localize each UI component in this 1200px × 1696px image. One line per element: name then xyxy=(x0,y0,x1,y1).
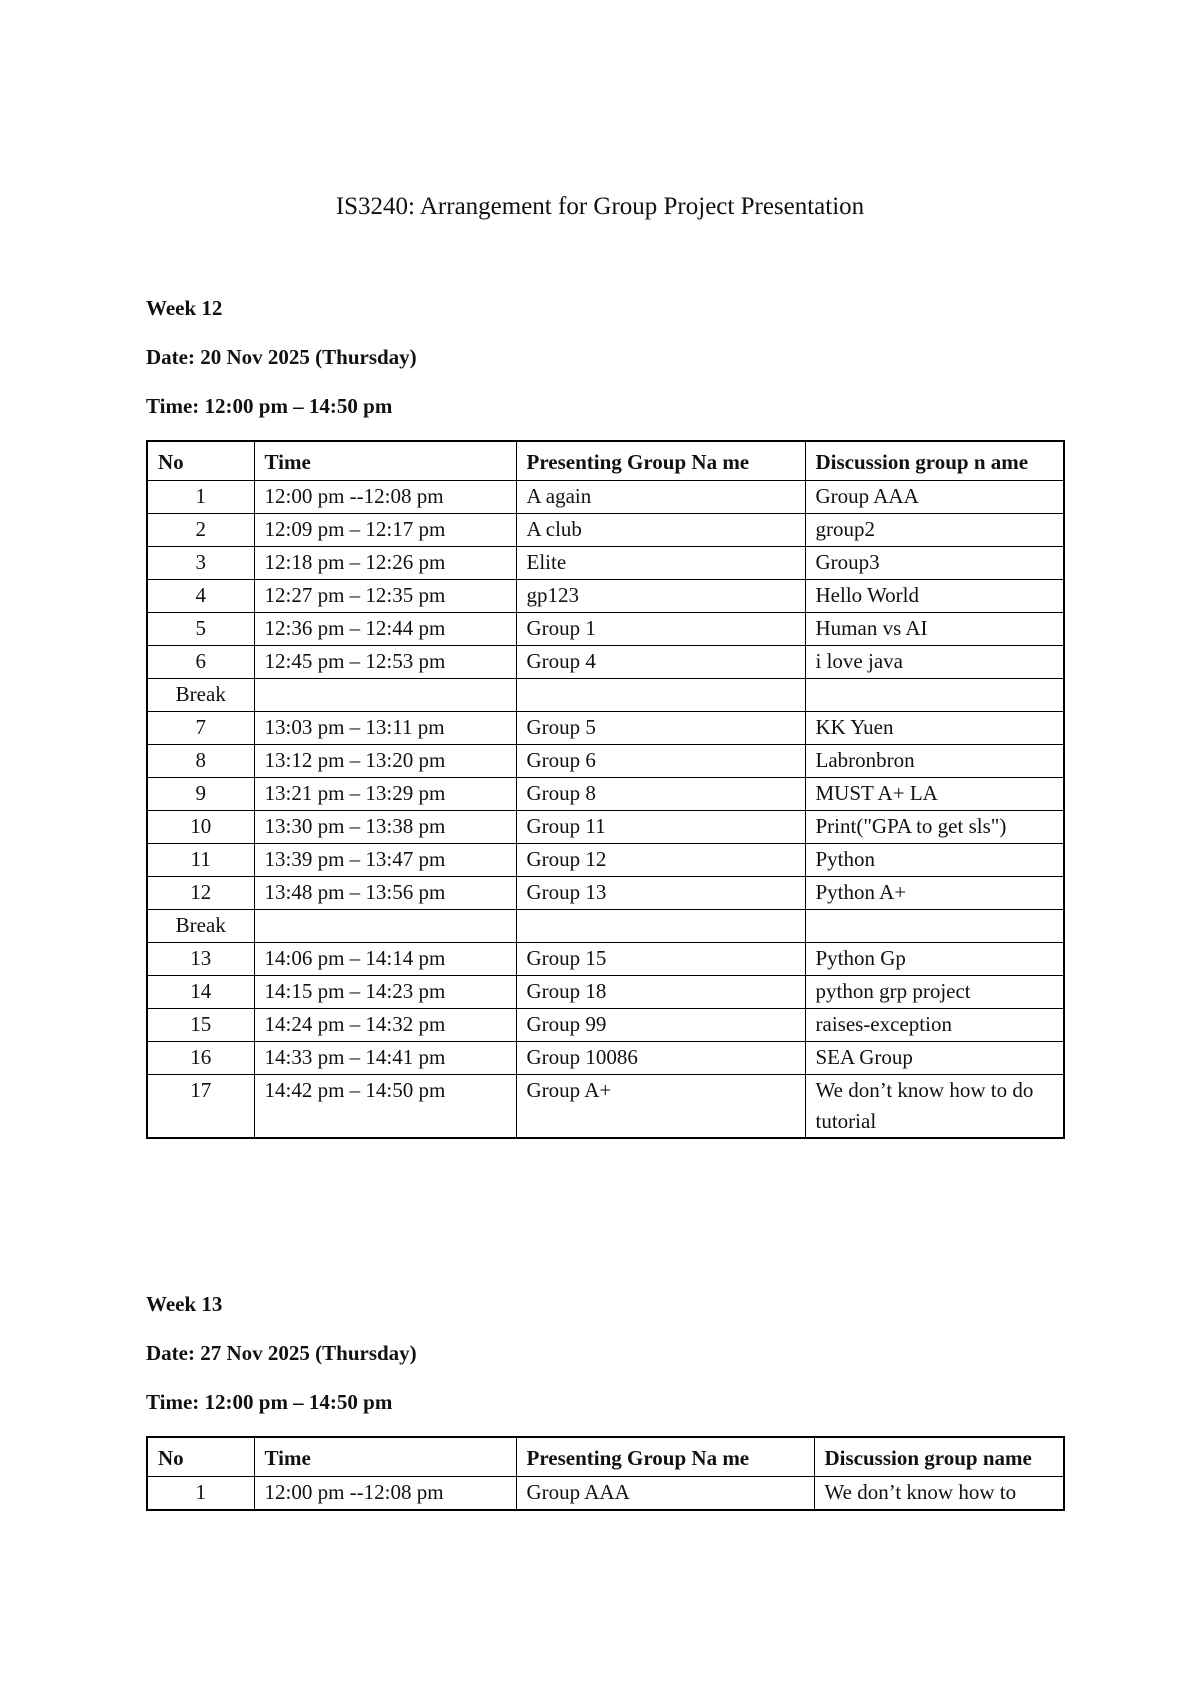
cell-time: 14:33 pm – 14:41 pm xyxy=(254,1042,516,1075)
table-row xyxy=(147,1477,1064,1511)
cell-discussion-group: raises-exception xyxy=(805,1009,1064,1042)
cell-no: 8 xyxy=(147,745,254,778)
header-discussion-group: Discussion group name xyxy=(814,1437,1064,1477)
cell-no: 11 xyxy=(147,844,254,877)
cell-presenting-group: Group 5 xyxy=(516,712,805,745)
cell-discussion-group: Group AAA xyxy=(805,481,1064,514)
cell-time: 14:42 pm – 14:50 pm xyxy=(254,1075,516,1139)
cell-time: 12:27 pm – 12:35 pm xyxy=(254,580,516,613)
week12-table-body xyxy=(147,481,1064,1139)
cell-presenting-group: Group 4 xyxy=(516,646,805,679)
cell-time: 12:18 pm – 12:26 pm xyxy=(254,547,516,580)
header-time: Time xyxy=(254,441,516,481)
cell-presenting-group: Group 1 xyxy=(516,613,805,646)
header-no: No xyxy=(147,441,254,481)
week13-time: Time: 12:00 pm – 14:50 pm xyxy=(146,1390,393,1414)
cell-discussion-group: Python xyxy=(805,844,1064,877)
header-no: No xyxy=(147,1437,254,1477)
cell-discussion-group: Group3 xyxy=(805,547,1064,580)
cell-presenting-group: Group 18 xyxy=(516,976,805,1009)
cell-presenting-group: A again xyxy=(516,481,805,514)
cell-no: 10 xyxy=(147,811,254,844)
cell-presenting-group xyxy=(516,679,805,712)
table-row xyxy=(147,481,1064,514)
table-row xyxy=(147,811,1064,844)
header-presenting-group: Presenting Group Na me xyxy=(516,441,805,481)
table-row xyxy=(147,547,1064,580)
cell-discussion-group: python grp project xyxy=(805,976,1064,1009)
week12-time: Time: 12:00 pm – 14:50 pm xyxy=(146,394,393,418)
cell-time: 13:12 pm – 13:20 pm xyxy=(254,745,516,778)
table-row xyxy=(147,580,1064,613)
week12-header-row xyxy=(147,441,1064,481)
cell-presenting-group: Group 11 xyxy=(516,811,805,844)
week12-label: Week 12 xyxy=(146,296,223,320)
cell-discussion-group: Python Gp xyxy=(805,943,1064,976)
cell-discussion-group xyxy=(805,910,1064,943)
cell-presenting-group: Elite xyxy=(516,547,805,580)
cell-no: 13 xyxy=(147,943,254,976)
cell-presenting-group: Group A+ xyxy=(516,1075,805,1139)
table-row xyxy=(147,943,1064,976)
cell-presenting-group xyxy=(516,910,805,943)
cell-time: 13:03 pm – 13:11 pm xyxy=(254,712,516,745)
cell-time: 13:48 pm – 13:56 pm xyxy=(254,877,516,910)
cell-discussion-group: Hello World xyxy=(805,580,1064,613)
cell-discussion-group: MUST A+ LA xyxy=(805,778,1064,811)
cell-no: Break xyxy=(147,910,254,943)
break-row xyxy=(147,679,1064,712)
header-discussion-group: Discussion group n ame xyxy=(805,441,1064,481)
document-title: IS3240: Arrangement for Group Project Presentation xyxy=(335,193,865,220)
cell-time xyxy=(254,679,516,712)
cell-discussion-group: Labronbron xyxy=(805,745,1064,778)
cell-no: 5 xyxy=(147,613,254,646)
cell-presenting-group: Group 13 xyxy=(516,877,805,910)
cell-no: 4 xyxy=(147,580,254,613)
cell-time: 14:24 pm – 14:32 pm xyxy=(254,1009,516,1042)
cell-time: 14:06 pm – 14:14 pm xyxy=(254,943,516,976)
table-row xyxy=(147,514,1064,547)
table-row xyxy=(147,1075,1064,1139)
cell-no: 1 xyxy=(147,481,254,514)
header-time: Time xyxy=(254,1437,516,1477)
table-row xyxy=(147,1042,1064,1075)
cell-presenting-group: A club xyxy=(516,514,805,547)
cell-discussion-group: SEA Group xyxy=(805,1042,1064,1075)
table-row xyxy=(147,1009,1064,1042)
cell-discussion-group: We don’t know how to do tutorial xyxy=(805,1075,1064,1139)
week13-section xyxy=(146,1291,1066,1511)
cell-no: 16 xyxy=(147,1042,254,1075)
cell-presenting-group: Group AAA xyxy=(516,1477,814,1511)
cell-no: 3 xyxy=(147,547,254,580)
break-row xyxy=(147,910,1064,943)
cell-time: 12:00 pm --12:08 pm xyxy=(254,1477,516,1511)
cell-no: 12 xyxy=(147,877,254,910)
week13-date: Date: 27 Nov 2025 (Thursday) xyxy=(146,1341,417,1365)
week13-label: Week 13 xyxy=(146,1292,223,1316)
cell-presenting-group: Group 8 xyxy=(516,778,805,811)
table-row xyxy=(147,745,1064,778)
table-row xyxy=(147,712,1064,745)
cell-time: 13:21 pm – 13:29 pm xyxy=(254,778,516,811)
cell-discussion-group: KK Yuen xyxy=(805,712,1064,745)
header-presenting-group: Presenting Group Na me xyxy=(516,1437,814,1477)
week13-header-row xyxy=(147,1437,1064,1477)
cell-time: 13:30 pm – 13:38 pm xyxy=(254,811,516,844)
cell-presenting-group: Group 15 xyxy=(516,943,805,976)
cell-presenting-group: gp123 xyxy=(516,580,805,613)
cell-time: 14:15 pm – 14:23 pm xyxy=(254,976,516,1009)
cell-presenting-group: Group 99 xyxy=(516,1009,805,1042)
cell-discussion-group: Python A+ xyxy=(805,877,1064,910)
cell-time: 12:09 pm – 12:17 pm xyxy=(254,514,516,547)
table-row xyxy=(147,877,1064,910)
cell-no: 2 xyxy=(147,514,254,547)
cell-discussion-group xyxy=(805,679,1064,712)
cell-presenting-group: Group 6 xyxy=(516,745,805,778)
table-row xyxy=(147,976,1064,1009)
week13-table-body xyxy=(147,1477,1064,1511)
cell-time: 12:45 pm – 12:53 pm xyxy=(254,646,516,679)
cell-time: 12:00 pm --12:08 pm xyxy=(254,481,516,514)
cell-time: 13:39 pm – 13:47 pm xyxy=(254,844,516,877)
cell-no: 17 xyxy=(147,1075,254,1139)
week12-section xyxy=(146,295,1066,1139)
cell-no: 1 xyxy=(147,1477,254,1511)
cell-time xyxy=(254,910,516,943)
cell-no: 6 xyxy=(147,646,254,679)
cell-no: 15 xyxy=(147,1009,254,1042)
table-row xyxy=(147,844,1064,877)
table-row xyxy=(147,646,1064,679)
cell-no: 9 xyxy=(147,778,254,811)
table-row xyxy=(147,613,1064,646)
cell-no: Break xyxy=(147,679,254,712)
cell-discussion-group: Print("GPA to get sls") xyxy=(805,811,1064,844)
cell-discussion-group: Human vs AI xyxy=(805,613,1064,646)
cell-discussion-group: i love java xyxy=(805,646,1064,679)
cell-no: 7 xyxy=(147,712,254,745)
cell-discussion-group: We don’t know how to xyxy=(814,1477,1064,1511)
cell-presenting-group: Group 10086 xyxy=(516,1042,805,1075)
cell-presenting-group: Group 12 xyxy=(516,844,805,877)
cell-discussion-group: group2 xyxy=(805,514,1064,547)
cell-time: 12:36 pm – 12:44 pm xyxy=(254,613,516,646)
week12-date: Date: 20 Nov 2025 (Thursday) xyxy=(146,345,417,369)
table-row xyxy=(147,778,1064,811)
week12-schedule-table xyxy=(146,440,1065,1139)
week13-schedule-table xyxy=(146,1436,1065,1511)
cell-no: 14 xyxy=(147,976,254,1009)
